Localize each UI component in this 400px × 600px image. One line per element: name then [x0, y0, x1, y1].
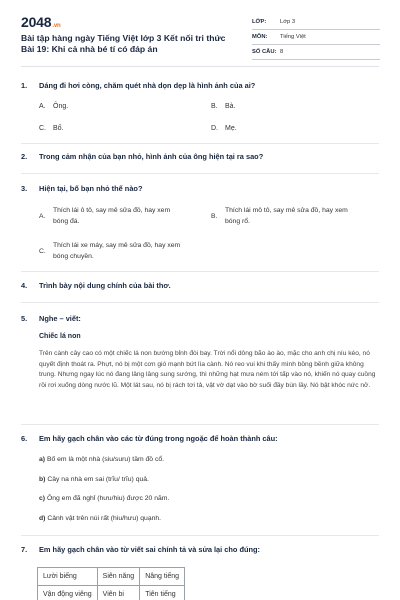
question-number: 2.	[21, 152, 28, 161]
table-row	[38, 586, 185, 600]
question-divider	[21, 424, 379, 425]
word-cell[interactable]: Vận động viêng	[38, 586, 98, 600]
site-logo[interactable]	[21, 14, 60, 30]
question-number: 6.	[21, 434, 28, 443]
question-3	[21, 184, 379, 193]
question-number: 7.	[21, 545, 28, 554]
option-text: Mẹ.	[225, 125, 237, 132]
meta-value: 8	[280, 49, 284, 55]
question-text: Trong cảm nhận của bạn nhỏ, hình ảnh của ông hiện tại ra sao?	[39, 152, 264, 161]
question-number: 4.	[21, 281, 28, 290]
option-key: B.	[211, 103, 218, 110]
question-5	[21, 314, 379, 323]
meta-label: SỐ CÂU:	[252, 49, 277, 55]
option-line: bóng rổ.	[225, 218, 250, 225]
option-text: Bố.	[53, 125, 64, 132]
question-heading	[21, 434, 379, 443]
passage-title: Chiếc lá non	[39, 333, 81, 340]
question-text: Em hãy gạch chân vào từ viết sai chính tả và sửa lại cho đúng:	[39, 545, 260, 554]
option-line: Thích lái mô tô, say mê sửa đồ, hay xem	[225, 207, 348, 214]
item-key: b)	[39, 476, 46, 483]
meta-value: Lớp 3	[280, 19, 296, 25]
word-cell[interactable]: Siên năng	[97, 568, 140, 586]
option-b[interactable]	[211, 205, 348, 227]
option-line: Thích lái xe máy, say mê sửa đồ, hay xem	[53, 242, 181, 249]
option-key: A.	[39, 103, 46, 110]
option-line: Thích lái ô tô, say mê sửa đồ, hay xem	[53, 207, 171, 214]
question-text: Em hãy gạch chân vào các từ đúng trong ngoặc để hoàn thành câu:	[39, 434, 278, 443]
sentence-item-d	[39, 515, 161, 522]
question-heading	[21, 314, 379, 323]
word-cell[interactable]: Tiên tiếng	[140, 586, 185, 600]
option-b[interactable]	[211, 103, 236, 110]
question-number: 3.	[21, 184, 28, 193]
word-cell[interactable]: Lười biếng	[38, 568, 98, 586]
option-key: C.	[39, 247, 46, 255]
question-7	[21, 545, 379, 554]
option-text	[225, 205, 348, 227]
option-text	[53, 205, 170, 227]
item-text[interactable]: Ông em đã nghỉ (hưu/hiu) được 20 năm.	[46, 495, 170, 502]
item-text[interactable]: Cây na nhà em sai (trĩu/ trĩu) quả.	[47, 476, 149, 483]
option-key: D.	[211, 125, 218, 132]
question-divider	[21, 143, 379, 144]
option-key: A.	[39, 212, 46, 220]
item-key: a)	[39, 456, 46, 463]
option-text: Bà.	[225, 103, 236, 110]
item-key: c)	[39, 495, 46, 502]
question-heading	[21, 545, 379, 554]
question-heading	[21, 81, 379, 90]
question-divider	[21, 271, 379, 272]
question-text: Hiện tại, bố bạn nhỏ thế nào?	[39, 184, 143, 193]
word-cell[interactable]: Viên bi	[97, 586, 140, 600]
meta-row-grade	[252, 15, 380, 30]
question-number: 5.	[21, 314, 28, 323]
passage-text: Trên cành cây cao có một chiếc lá non bướng bỉnh đòi bay. Trời nổi dông bão ào ào, mặc cho anh chị níu kéo, nó quyết định thoát ra. Phựt, nó bị một cơn gió mạnh bứt lìa cành. Nó reo vui khi thấy mình bồng bềnh giữa không trung. Nhưng ngay lúc nó đang lâng lâng sung sướng, thì những hạt mưa ném tới tấp vào nó, khiến nó quay cuồng rồi rơi xuống dòng nước lũ. Một lát sau, nó bị rách tơi tả, vật vờ dạt vào bờ suối đầy bùn lầy. Nó bật khóc nức nở.	[39, 350, 376, 389]
option-key: C.	[39, 125, 46, 132]
meta-value: Tiếng Việt	[280, 34, 306, 40]
item-key: d)	[39, 515, 46, 522]
question-divider	[21, 535, 379, 536]
document-title: Bài tập hàng ngày Tiếng Việt lớp 3 Kết nối tri thức Bài 19: Khi cả nhà bé tí có đáp án	[21, 33, 226, 54]
question-number: 1.	[21, 81, 28, 90]
word-table	[37, 567, 185, 600]
question-text: Trình bày nội dung chính của bài thơ.	[39, 281, 171, 290]
question-1	[21, 81, 379, 90]
word-cell[interactable]: Nâng tiếng	[140, 568, 185, 586]
option-a[interactable]	[39, 205, 170, 227]
meta-row-count	[252, 45, 380, 60]
option-line: bóng chuyền.	[53, 253, 94, 260]
option-c[interactable]	[39, 240, 180, 262]
question-divider	[21, 173, 379, 174]
meta-label: LỚP:	[252, 19, 267, 25]
sentence-item-c	[39, 495, 169, 502]
logo-suffix: .vn	[52, 23, 61, 29]
sentence-item-b	[39, 476, 149, 483]
logo-text: 2048	[21, 14, 52, 30]
header-divider	[21, 66, 379, 67]
option-c[interactable]	[39, 125, 64, 132]
question-divider	[21, 302, 379, 303]
option-d[interactable]	[211, 125, 237, 132]
option-line: bóng đá.	[53, 218, 80, 225]
option-text	[53, 240, 180, 262]
item-text[interactable]: Cảnh vật trên núi rất (hiu/hưu) quạnh.	[47, 515, 162, 522]
question-heading	[21, 152, 379, 161]
question-text: Nghe – viết:	[39, 314, 81, 323]
meta-panel	[252, 15, 380, 60]
question-4	[21, 281, 379, 290]
table-row	[38, 568, 185, 586]
sentence-item-a	[39, 456, 164, 463]
item-text[interactable]: Bố em là một nhà (siu/suru) tầm đồ cổ.	[46, 456, 165, 463]
question-text: Dáng đi hơi còng, chăm quét nhà dọn dẹp là hình ảnh của ai?	[39, 81, 256, 90]
meta-row-subject	[252, 30, 380, 45]
question-2	[21, 152, 379, 161]
option-a[interactable]	[39, 103, 68, 110]
question-heading	[21, 281, 379, 290]
question-6	[21, 434, 379, 443]
meta-label: MÔN:	[252, 34, 268, 40]
option-key: B.	[211, 212, 218, 220]
question-heading	[21, 184, 379, 193]
option-text: Ông.	[53, 103, 69, 110]
